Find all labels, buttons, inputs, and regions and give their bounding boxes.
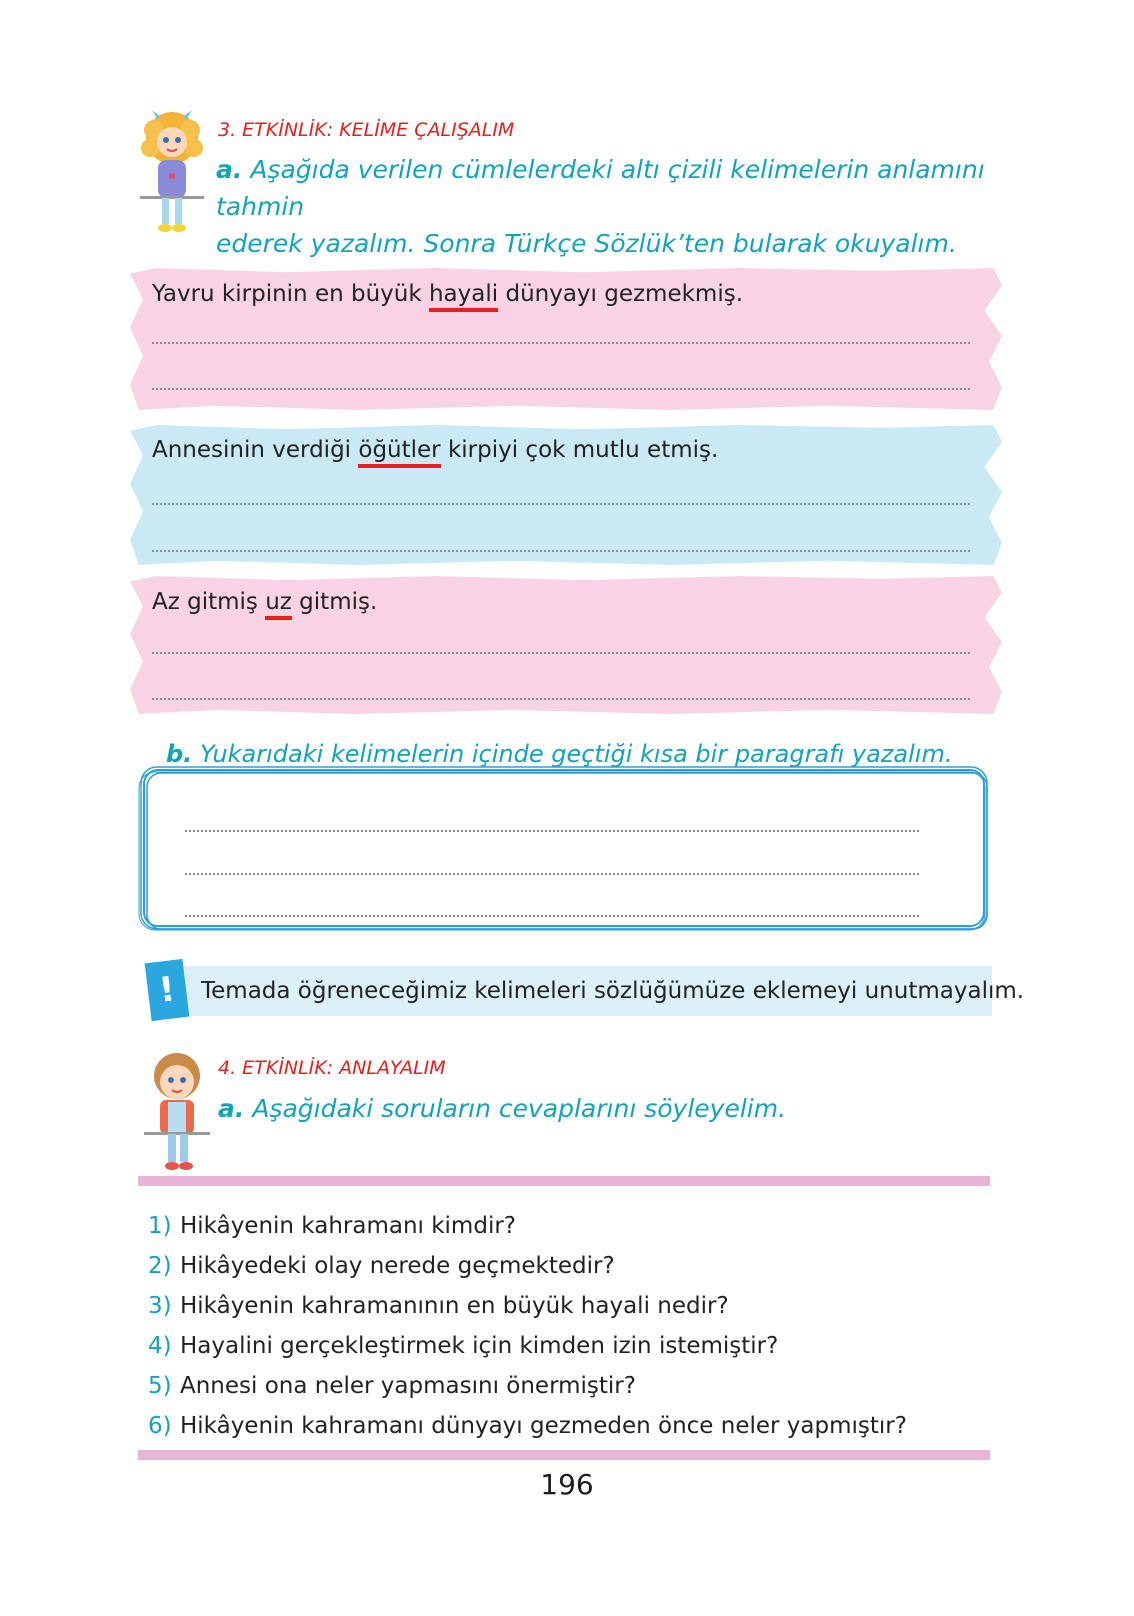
list-item: 2) Hikâyedeki olay nerede geçmektedir? [148,1253,615,1279]
page-number: 196 [540,1468,594,1501]
activity3-a-line1: Aşağıda verilen cümlelerdeki altı çizili kelimelerin anlamını tahmin [216,155,985,221]
list-item: 1) Hikâyenin kahramanı kimdir? [148,1213,516,1239]
underlined-word-2: öğütler [358,437,440,468]
list-item: 4) Hayalini gerçekleştirmek için kimden izin istemiştir? [148,1333,779,1359]
answer-line[interactable] [152,550,970,552]
paragraph-line[interactable] [185,830,919,832]
activity4-title: 4. ETKİNLİK: ANLAYALIM [218,1057,446,1079]
activity3-b-text: Yukarıdaki kelimelerin içinde geçtiği kısa bir paragrafı yazalım. [199,740,953,768]
activity3-a-marker: a. [216,155,243,184]
list-item: 3) Hikâyenin kahramanının en büyük hayali nedir? [148,1293,729,1319]
divider-top [138,1176,990,1186]
answer-line[interactable] [152,388,970,390]
boy-illustration [140,1048,214,1176]
underlined-word-3: uz [265,589,292,620]
paragraph-line[interactable] [185,873,919,875]
activity4-a-marker: a. [218,1094,245,1123]
answer-line[interactable] [152,342,970,344]
activity3-b-marker: b. [166,740,193,768]
notice-text: Temada öğreneceğimiz kelimeleri sözlüğümüze eklemeyi unutmayalım. [201,978,1025,1004]
sentence-3: Az gitmiş uz gitmiş. [152,589,377,615]
activity4-a-instruction [218,1094,786,1123]
exclamation-icon: ! [145,959,190,1021]
activity4-a-text: Aşağıdaki soruların cevaplarını söyleyelim. [252,1094,787,1123]
girl-illustration [132,108,212,238]
questions-list [148,1206,907,1446]
sentence-2: Annesinin verdiği öğütler kirpiyi çok mutlu etmiş. [152,437,718,463]
paragraph-writing-box [138,764,994,934]
answer-line[interactable] [152,652,970,654]
sentence-1: Yavru kirpinin en büyük hayali dünyayı gezmekmiş. [152,281,743,307]
activity3-a-line2: ederek yazalım. Sonra Türkçe Sözlük’ten bularak okuyalım. [216,229,957,258]
list-item: 6) Hikâyenin kahramanı dünyayı gezmeden önce neler yapmıştır? [148,1413,907,1439]
paragraph-line[interactable] [185,915,919,917]
answer-line[interactable] [152,503,970,505]
activity3-a-instruction [216,151,1016,262]
activity3-title: 3. ETKİNLİK: KELİME ÇALIŞALIM [218,119,515,141]
answer-line[interactable] [152,698,970,700]
list-item: 5) Annesi ona neler yapmasını önermiştir? [148,1373,636,1399]
divider-bottom [138,1450,990,1460]
underlined-word-1: hayali [429,281,498,312]
